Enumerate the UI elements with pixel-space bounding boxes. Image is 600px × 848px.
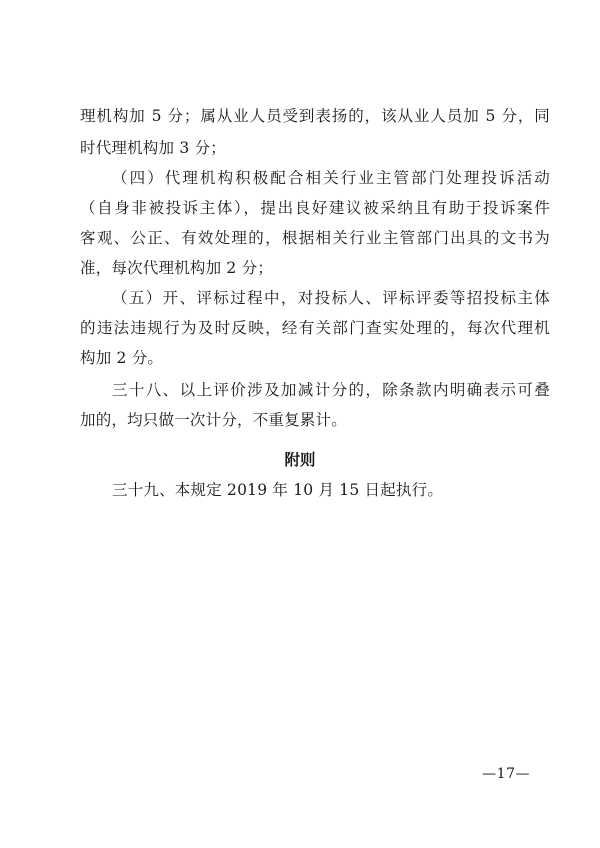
appendix-heading: 附则 (284, 451, 316, 469)
paragraph-line: 时代理机构加 3 分； (80, 139, 226, 157)
paragraph-line: （五）开、评标过程中，对投标人、评标评委等招投标主体 (112, 289, 550, 307)
paragraph-line: 理机构加 5 分；属从业人员受到表扬的，该从业人员加 5 分，同 (80, 107, 550, 125)
paragraph-line: （自身非被投诉主体），提出良好建议被采纳且有助于投诉案件 (80, 199, 550, 217)
appendix-line: 三十九、本规定 2019 年 10 月 15 日起执行。 (112, 481, 444, 499)
page-number: —17— (482, 766, 530, 782)
paragraph-line: 构加 2 分。 (80, 349, 164, 367)
paragraph-line: 客观、公正、有效处理的，根据相关行业主管部门出具的文书为 (80, 229, 550, 247)
paragraph-line: （四）代理机构积极配合相关行业主管部门处理投诉活动 (112, 169, 550, 187)
paragraph-line: 的违法违规行为及时反映，经有关部门查实处理的，每次代理机 (80, 319, 550, 337)
paragraph-line: 三十八、以上评价涉及加减计分的，除条款内明确表示可叠 (112, 381, 550, 399)
paragraph-line: 加的，均只做一次计分，不重复累计。 (80, 411, 347, 429)
paragraph-line: 准，每次代理机构加 2 分； (80, 259, 274, 277)
